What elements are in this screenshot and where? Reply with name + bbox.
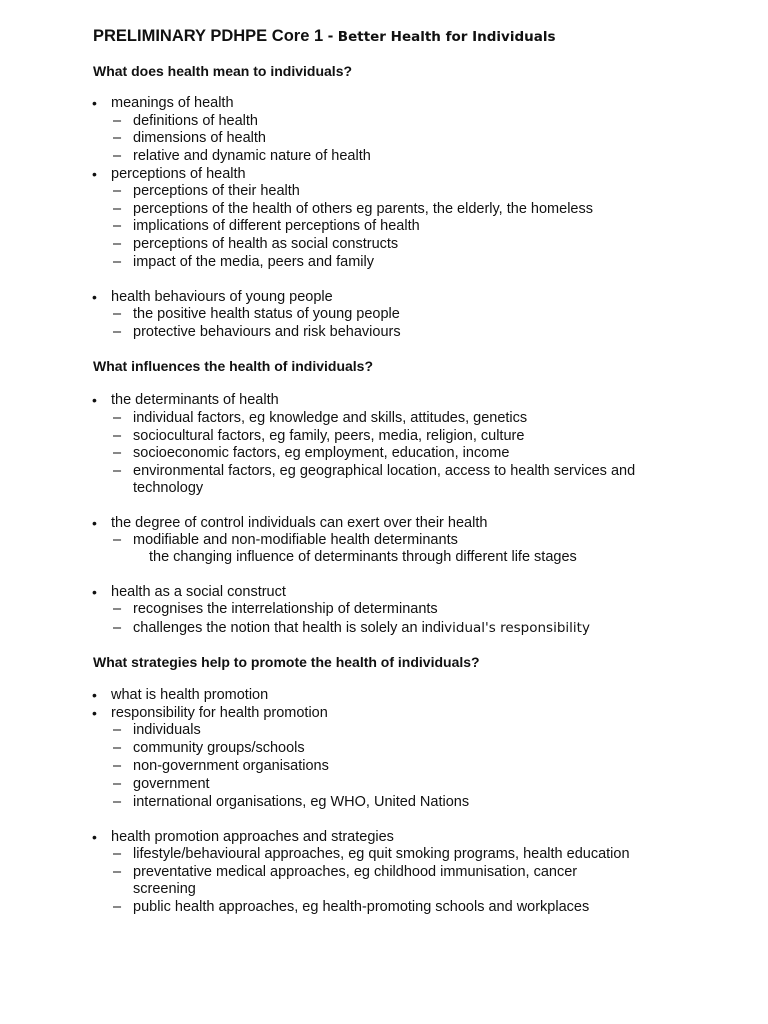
sub-item: modifiable and non-modifiable health determinants (133, 532, 458, 548)
sub-item: community groups/schools (133, 740, 305, 756)
bullet-item: the degree of control individuals can exert over their health (111, 515, 488, 531)
sub-item: the positive health status of young people (133, 306, 400, 322)
dash-icon: – (113, 601, 122, 617)
sub-item: preventative medical approaches, eg childhood immunisation, cancer (133, 864, 578, 880)
dash-icon: – (113, 463, 122, 479)
sub-item: individual factors, eg knowledge and skills, attitudes, genetics (133, 410, 528, 426)
sub-item-continuation: technology (133, 480, 204, 496)
dash-icon: – (113, 254, 122, 270)
bullet-item: perceptions of health (111, 166, 246, 182)
sub-item: perceptions of the health of others eg parents, the elderly, the homeless (133, 201, 593, 217)
bullet-icon: • (92, 584, 97, 600)
dash-icon: – (113, 758, 122, 774)
indented-line: the changing influence of determinants through different life stages (149, 549, 577, 565)
dash-icon: – (113, 324, 122, 340)
bullet-icon: • (92, 95, 97, 111)
sub-item: international organisations, eg WHO, United Nations (133, 794, 470, 810)
bullet-icon: • (92, 392, 97, 408)
sub-item: dimensions of health (133, 130, 266, 146)
bullet-icon: • (92, 687, 97, 703)
dash-icon: – (113, 776, 122, 792)
dash-icon: – (113, 306, 122, 322)
dash-icon: – (113, 794, 122, 810)
sub-item: implications of different perceptions of health (133, 218, 420, 234)
dash-icon: – (113, 532, 122, 548)
dash-icon: – (113, 445, 122, 461)
bullet-icon: • (92, 289, 97, 305)
dash-icon: – (113, 183, 122, 199)
dash-icon: – (113, 740, 122, 756)
bullet-icon: • (92, 515, 97, 531)
dash-icon: – (113, 620, 122, 636)
bullet-item: meanings of health (111, 95, 234, 111)
dash-icon: – (113, 864, 122, 880)
sub-item: relative and dynamic nature of health (133, 148, 371, 164)
title-subtitle: Better Health for Individuals (337, 29, 556, 45)
dash-icon: – (113, 236, 122, 252)
sub-item: public health approaches, eg health-promoting schools and workplaces (133, 899, 590, 915)
dash-icon: – (113, 130, 122, 146)
sub-item: protective behaviours and risk behaviours (133, 324, 401, 340)
dash-icon: – (113, 899, 122, 915)
section-heading: What strategies help to promote the health of individuals? (93, 654, 480, 670)
bullet-item: responsibility for health promotion (111, 705, 328, 721)
bullet-item: health promotion approaches and strategies (111, 829, 394, 845)
dash-icon: – (113, 218, 122, 234)
sub-item-tail: vidual's responsibility (444, 620, 590, 636)
dash-icon: – (113, 722, 122, 738)
sub-item (133, 619, 590, 637)
bullet-icon: • (92, 166, 97, 182)
section-heading: What does health mean to individuals? (93, 63, 353, 79)
sub-item: lifestyle/behavioural approaches, eg quit smoking programs, health education (133, 846, 630, 862)
sub-item: environmental factors, eg geographical location, access to health services and (133, 463, 636, 479)
dash-icon: – (113, 148, 122, 164)
dash-icon: – (113, 846, 122, 862)
bullet-item: the determinants of health (111, 392, 279, 408)
bullet-item: health behaviours of young people (111, 289, 333, 305)
dash-icon: – (113, 428, 122, 444)
dash-icon: – (113, 410, 122, 426)
sub-item: individuals (133, 722, 201, 738)
sub-item: impact of the media, peers and family (133, 254, 374, 270)
dash-icon: – (113, 113, 122, 129)
sub-item: socioeconomic factors, eg employment, education, income (133, 445, 510, 461)
section-heading: What influences the health of individuals? (93, 358, 374, 374)
sub-item-continuation: screening (133, 881, 196, 897)
sub-item: recognises the interrelationship of determinants (133, 601, 438, 617)
sub-item: perceptions of health as social constructs (133, 236, 399, 252)
document-title (93, 26, 556, 47)
bullet-icon: • (92, 705, 97, 721)
bullet-item: health as a social construct (111, 584, 286, 600)
bullet-icon: • (92, 829, 97, 845)
sub-item: perceptions of their health (133, 183, 300, 199)
sub-item: sociocultural factors, eg family, peers, media, religion, culture (133, 428, 525, 444)
sub-item: definitions of health (133, 113, 258, 129)
sub-item: government (133, 776, 210, 792)
bullet-item: what is health promotion (111, 687, 269, 703)
sub-item: non-government organisations (133, 758, 329, 774)
title-main: PRELIMINARY PDHPE Core 1 - (93, 27, 338, 45)
dash-icon: – (113, 201, 122, 217)
sub-item-text: challenges the notion that health is solely an indi (133, 620, 445, 636)
